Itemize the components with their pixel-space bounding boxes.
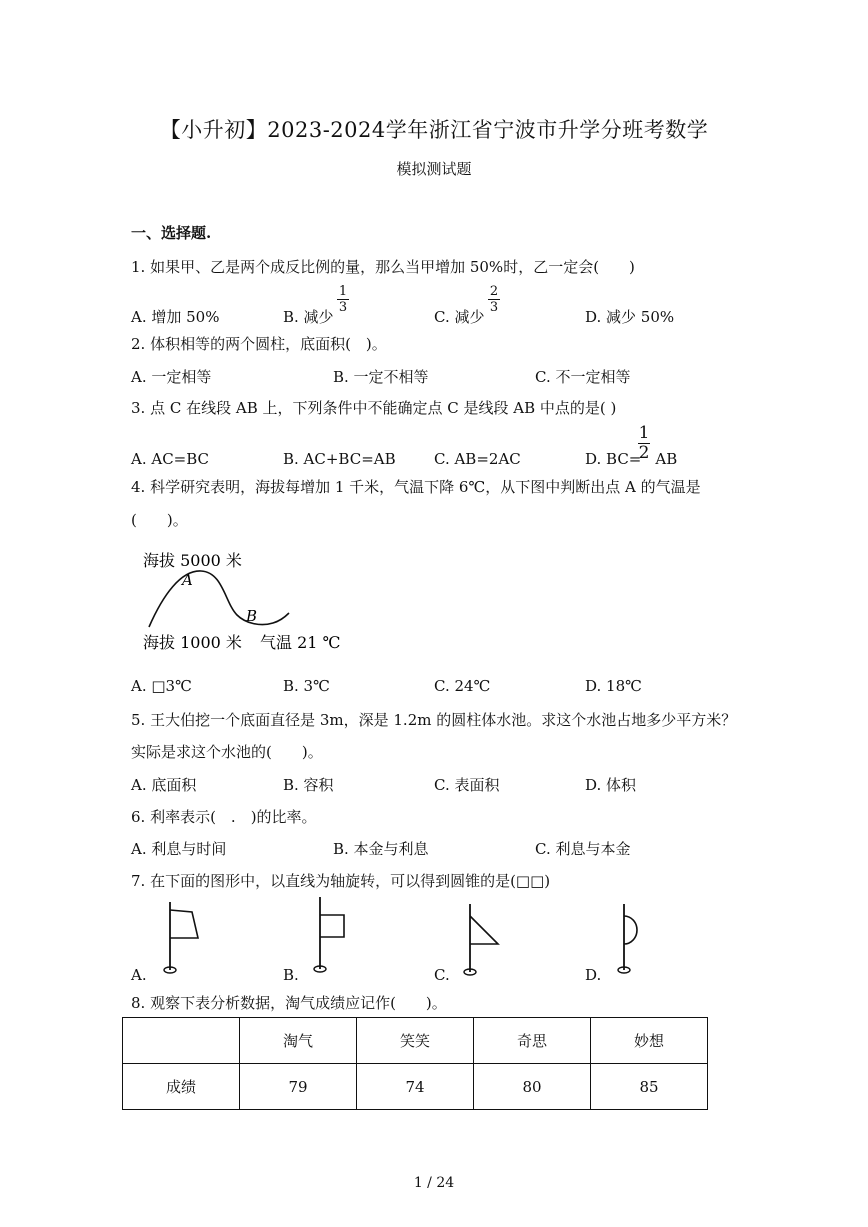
table-header-cell: 妙想 (591, 1018, 708, 1064)
question-4-text-continued: ( )。 (131, 511, 188, 529)
question-5-option-a: A. 底面积 (131, 776, 197, 794)
question-3-option-d-fraction (638, 425, 650, 462)
question-3-option-d (585, 450, 677, 468)
question-2-option-c: C. 不一定相等 (535, 368, 631, 386)
temperature-label: 气温 21 ℃ (260, 633, 341, 652)
option-a-trapezoid-figure (150, 898, 206, 976)
question-5-option-b: B. 容积 (283, 776, 334, 794)
table-header-row (123, 1018, 708, 1064)
table-row-label: 成绩 (123, 1064, 240, 1110)
question-3-option-c: C. AB=2AC (434, 450, 521, 468)
question-6-option-b: B. 本金与利息 (333, 840, 429, 858)
scores-table (122, 1017, 708, 1110)
table-header-cell: 笑笑 (357, 1018, 474, 1064)
question-4-option-d: D. 18℃ (585, 677, 642, 695)
question-1-option-a: A. 增加 50% (131, 308, 220, 326)
option-d-prefix: D. BC= (585, 450, 642, 468)
document-subtitle: 模拟测试题 (396, 160, 472, 178)
table-cell: 85 (591, 1064, 708, 1110)
question-6-option-a: A. 利息与时间 (131, 840, 227, 858)
fraction-denominator: 3 (489, 300, 499, 315)
question-7-text: 7. 在下面的图形中，以直线为轴旋转，可以得到圆锥的是(□□) (131, 872, 551, 890)
question-5-text-continued: 实际是求这个水池的( )。 (131, 743, 323, 761)
altitude-bottom-label: 海拔 1000 米 (143, 633, 242, 652)
table-cell: 80 (474, 1064, 591, 1110)
fraction-numerator: 2 (489, 284, 499, 299)
table-cell: 74 (357, 1064, 474, 1110)
option-b-rectangle-figure (300, 895, 356, 975)
mountain-curve (149, 571, 289, 627)
page-number: 1 / 24 (413, 1175, 455, 1191)
mountain-diagram (135, 545, 355, 660)
question-7-option-a: A. (131, 966, 147, 984)
question-1-option-c: C. 减少 (434, 308, 485, 326)
question-4-text: 4. 科学研究表明，海拔每增加 1 千米，气温下降 6℃，从下图中判断出点 A 的气温是 (131, 478, 701, 496)
question-3-option-a: A. AC=BC (131, 450, 210, 468)
point-b-label: B (246, 607, 258, 625)
question-2-option-a: A. 一定相等 (131, 368, 212, 386)
question-1-option-b-fraction (337, 285, 349, 314)
fraction-denominator: 3 (338, 300, 348, 315)
section-heading: 一、选择题. (131, 224, 212, 242)
question-2-option-b: B. 一定不相等 (333, 368, 429, 386)
question-5-option-d: D. 体积 (585, 776, 637, 794)
question-6-option-c: C. 利息与本金 (535, 840, 631, 858)
table-cell: 79 (240, 1064, 357, 1110)
question-1-text: 1. 如果甲、乙是两个成反比例的量，那么当甲增加 50%时，乙一定会( ) (131, 258, 635, 276)
fraction-numerator: 1 (338, 284, 348, 299)
altitude-top-label: 海拔 5000 米 (143, 551, 242, 570)
question-4-option-b: B. 3℃ (283, 677, 330, 695)
option-d-semicircle-figure (604, 900, 660, 978)
question-1-option-b: B. 减少 (283, 308, 334, 326)
question-4-option-c: C. 24℃ (434, 677, 491, 695)
question-7-option-d: D. (585, 966, 602, 984)
question-8-text: 8. 观察下表分析数据，淘气成绩应记作( )。 (131, 994, 447, 1012)
question-3-option-b: B. AC+BC=AB (283, 450, 396, 468)
question-1-option-c-fraction (488, 285, 500, 314)
question-3-text: 3. 点 C 在线段 AB 上，下列条件中不能确定点 C 是线段 AB 中点的是( ) (131, 399, 617, 417)
question-5-text: 5. 王大伯挖一个底面直径是 3m，深是 1.2m 的圆柱体水池。求这个水池占地多少平方米？ (131, 711, 737, 729)
document-title: 【小升初】2023-2024学年浙江省宁波市升学分班考数学 (159, 118, 709, 142)
question-7-option-c: C. (434, 966, 450, 984)
table-header-cell: 淘气 (240, 1018, 357, 1064)
option-d-suffix: AB (655, 450, 678, 468)
fraction-denominator: 2 (638, 443, 650, 463)
question-6-text: 6. 利率表示( . )的比率。 (131, 808, 317, 826)
point-a-label: A (182, 571, 193, 589)
option-c-triangle-figure (450, 900, 506, 978)
question-4-option-a: A. □3℃ (131, 677, 192, 695)
table-header-cell: 奇思 (474, 1018, 591, 1064)
question-2-text: 2. 体积相等的两个圆柱，底面积( )。 (131, 335, 387, 353)
table-row (123, 1064, 708, 1110)
question-1-option-d: D. 减少 50% (585, 308, 675, 326)
fraction-numerator: 1 (638, 423, 650, 443)
table-header-cell (123, 1018, 240, 1064)
question-7-option-b: B. (283, 966, 299, 984)
question-5-option-c: C. 表面积 (434, 776, 500, 794)
